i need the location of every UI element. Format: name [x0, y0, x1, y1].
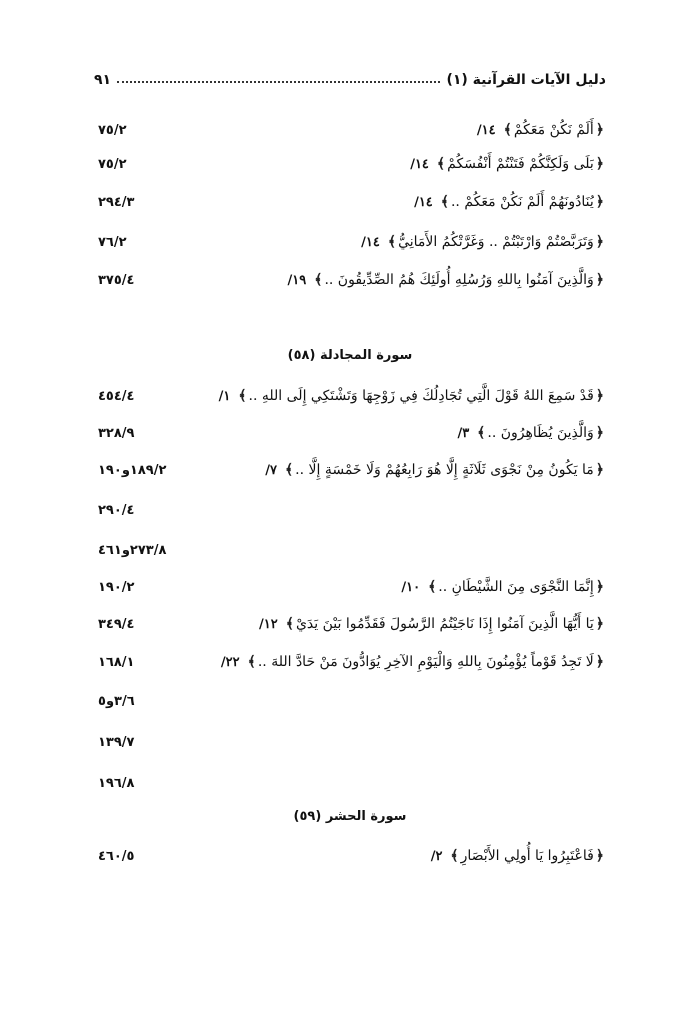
ayah-number: ١٩/	[287, 272, 307, 288]
index-entry	[98, 267, 606, 293]
volume-page-ref: ٧٥/٢	[98, 156, 127, 172]
verse-quote	[288, 272, 606, 288]
verse-quote	[401, 579, 606, 595]
open-bracket-glyph: ﴿	[595, 156, 604, 172]
volume-page-ref: ٧٦/٢	[98, 234, 127, 250]
page-header	[94, 64, 606, 88]
book-title: دليل الآيات القرآنية (١)	[446, 72, 606, 88]
close-bracket-glyph: ﴾	[436, 156, 446, 172]
ayah-number: ١٤/	[410, 156, 429, 172]
ayah-number: ٣/	[457, 425, 470, 441]
volume-page-ref: ١٦٨/١	[98, 654, 135, 670]
index-entry	[98, 457, 606, 483]
index-entry	[98, 649, 606, 675]
verse-quote	[361, 234, 606, 250]
index-entry	[98, 117, 606, 143]
volume-page-ref: ٣٤٩/٤	[98, 616, 135, 632]
index-entry	[98, 611, 606, 637]
volume-page-ref: ٧٥/٢	[98, 122, 127, 138]
ayah-number: ١٠/	[401, 579, 421, 595]
open-bracket-glyph: ﴿	[595, 848, 604, 864]
verse-text: يُنَادُونَهُمْ أَلَمْ نَكُنْ مَعَكُمْ ..	[450, 194, 594, 210]
volume-page-ref: ١٩٦/٨	[98, 775, 135, 791]
open-bracket-glyph: ﴿	[595, 194, 604, 210]
close-bracket-glyph: ﴾	[440, 194, 449, 210]
verse-text: إِنَّمَا النَّجْوَى مِنَ الشَّيْطَانِ ..	[438, 579, 594, 595]
volume-page-ref: ١٣٩/٧	[98, 734, 135, 750]
ayah-number: ٢/	[430, 848, 443, 864]
close-bracket-glyph: ﴾	[428, 579, 437, 595]
volume-page-ref: ٢٩٤/٣	[98, 194, 135, 210]
ayah-number: ٧/	[265, 462, 277, 478]
open-bracket-glyph: ﴿	[595, 425, 604, 441]
close-bracket-glyph: ﴾	[450, 848, 459, 864]
ayah-number: ١٢/	[259, 616, 278, 632]
ayah-number: ١٤/	[361, 234, 380, 250]
close-bracket-glyph: ﴾	[477, 425, 486, 441]
ayah-number: ١٤/	[414, 194, 433, 210]
verse-quote	[414, 194, 606, 210]
volume-page-ref: ٣/٦و٥	[98, 693, 135, 709]
index-entry	[98, 497, 606, 523]
verse-quote	[431, 848, 606, 864]
volume-page-ref: ٤٥٤/٤	[98, 388, 135, 404]
index-entry	[98, 229, 606, 255]
verse-text: وَتَرَبَّصْتُمْ وَارْتَبْتُمْ .. وَغَرَّتْكُمُ الأَمَانِيُّ	[398, 234, 594, 250]
open-bracket-glyph: ﴿	[595, 122, 604, 138]
close-bracket-glyph: ﴾	[314, 272, 323, 288]
index-entry	[98, 420, 606, 446]
close-bracket-glyph: ﴾	[503, 122, 512, 138]
verse-text: أَلَمْ نَكُنْ مَعَكُمْ	[513, 122, 594, 138]
volume-page-ref: ٣٢٨/٩	[98, 425, 135, 441]
volume-page-ref: ٣٧٥/٤	[98, 272, 135, 288]
open-bracket-glyph: ﴿	[595, 654, 604, 670]
surah-heading: سورة المجادلة (٥٨)	[287, 348, 413, 363]
verse-text: بَلَى وَلَكِنَّكُمْ فَتَنْتُمْ أَنْفُسَكُمْ	[447, 156, 594, 172]
ayah-number: ٢٢/	[220, 654, 240, 670]
verse-quote	[219, 388, 606, 404]
volume-page-ref: ٤٦٠/٥	[98, 848, 135, 864]
open-bracket-glyph: ﴿	[595, 272, 604, 288]
verse-quote	[477, 122, 606, 138]
close-bracket-glyph: ﴾	[284, 462, 294, 478]
dotted-leader	[117, 81, 440, 83]
verse-quote	[457, 425, 606, 441]
close-bracket-glyph: ﴾	[238, 388, 247, 404]
close-bracket-glyph: ﴾	[247, 654, 256, 670]
index-entry	[98, 688, 606, 714]
ayah-number: ١/	[218, 388, 231, 404]
verse-quote	[259, 616, 606, 632]
close-bracket-glyph: ﴾	[387, 234, 397, 250]
verse-quote	[221, 654, 606, 670]
index-entry	[98, 151, 606, 177]
page-number: ٩١	[94, 72, 112, 88]
verse-text: لَا تَجِدُ قَوْماً يُؤْمِنُونَ بِاللهِ وَالْيَوْمِ الآخِرِ يُوَادُّونَ مَنْ حَادَّ اللهَ ..	[257, 654, 594, 670]
index-entry	[98, 770, 606, 796]
index-entry	[98, 189, 606, 215]
open-bracket-glyph: ﴿	[595, 462, 604, 478]
index-entry	[98, 537, 606, 563]
index-entry	[98, 843, 606, 869]
index-entry	[98, 383, 606, 409]
open-bracket-glyph: ﴿	[595, 616, 604, 632]
open-bracket-glyph: ﴿	[595, 579, 604, 595]
verse-quote	[265, 462, 606, 478]
volume-page-ref: ١٨٩/٢و١٩٠	[98, 462, 167, 478]
open-bracket-glyph: ﴿	[595, 388, 604, 404]
verse-text: مَا يَكُونُ مِنْ نَجْوَى ثَلَاثَةٍ إِلَّا هُوَ رَابِعُهُمْ وَلَا خَمْسَةٍ إِلَّا ..	[295, 462, 594, 478]
verse-text: فَاعْتَبِرُوا يَا أُولِي الأَبْصَارِ	[460, 848, 594, 864]
surah-heading: سورة الحشر (٥٩)	[293, 809, 407, 824]
volume-page-ref: ٢٩٠/٤	[98, 502, 135, 518]
verse-text: وَالَّذِينَ آمَنُوا بِاللهِ وَرُسُلِهِ أُولَئِكَ هُمُ الصِّدِّيقُونَ ..	[324, 272, 594, 288]
open-bracket-glyph: ﴿	[595, 234, 604, 250]
volume-page-ref: ٢٧٣/٨و٤٦١	[98, 542, 167, 558]
verse-quote	[410, 156, 606, 172]
close-bracket-glyph: ﴾	[285, 616, 294, 632]
ayah-number: ١٤/	[476, 122, 496, 138]
verse-text: يَا أَيُّهَا الَّذِينَ آمَنُوا إِذَا نَاجَيْتُمُ الرَّسُولَ فَقَدِّمُوا بَيْنَ يَدَيْ	[295, 616, 594, 632]
verse-text: وَالَّذِينَ يُظَاهِرُونَ ..	[487, 425, 594, 441]
index-entry	[98, 574, 606, 600]
volume-page-ref: ١٩٠/٢	[98, 579, 135, 595]
verse-text: قَدْ سَمِعَ اللهُ قَوْلَ الَّتِي تُجَادِلُكَ فِي زَوْجِهَا وَتَشْتَكِي إِلَى اللهِ ..	[248, 388, 594, 404]
index-entry	[98, 729, 606, 755]
